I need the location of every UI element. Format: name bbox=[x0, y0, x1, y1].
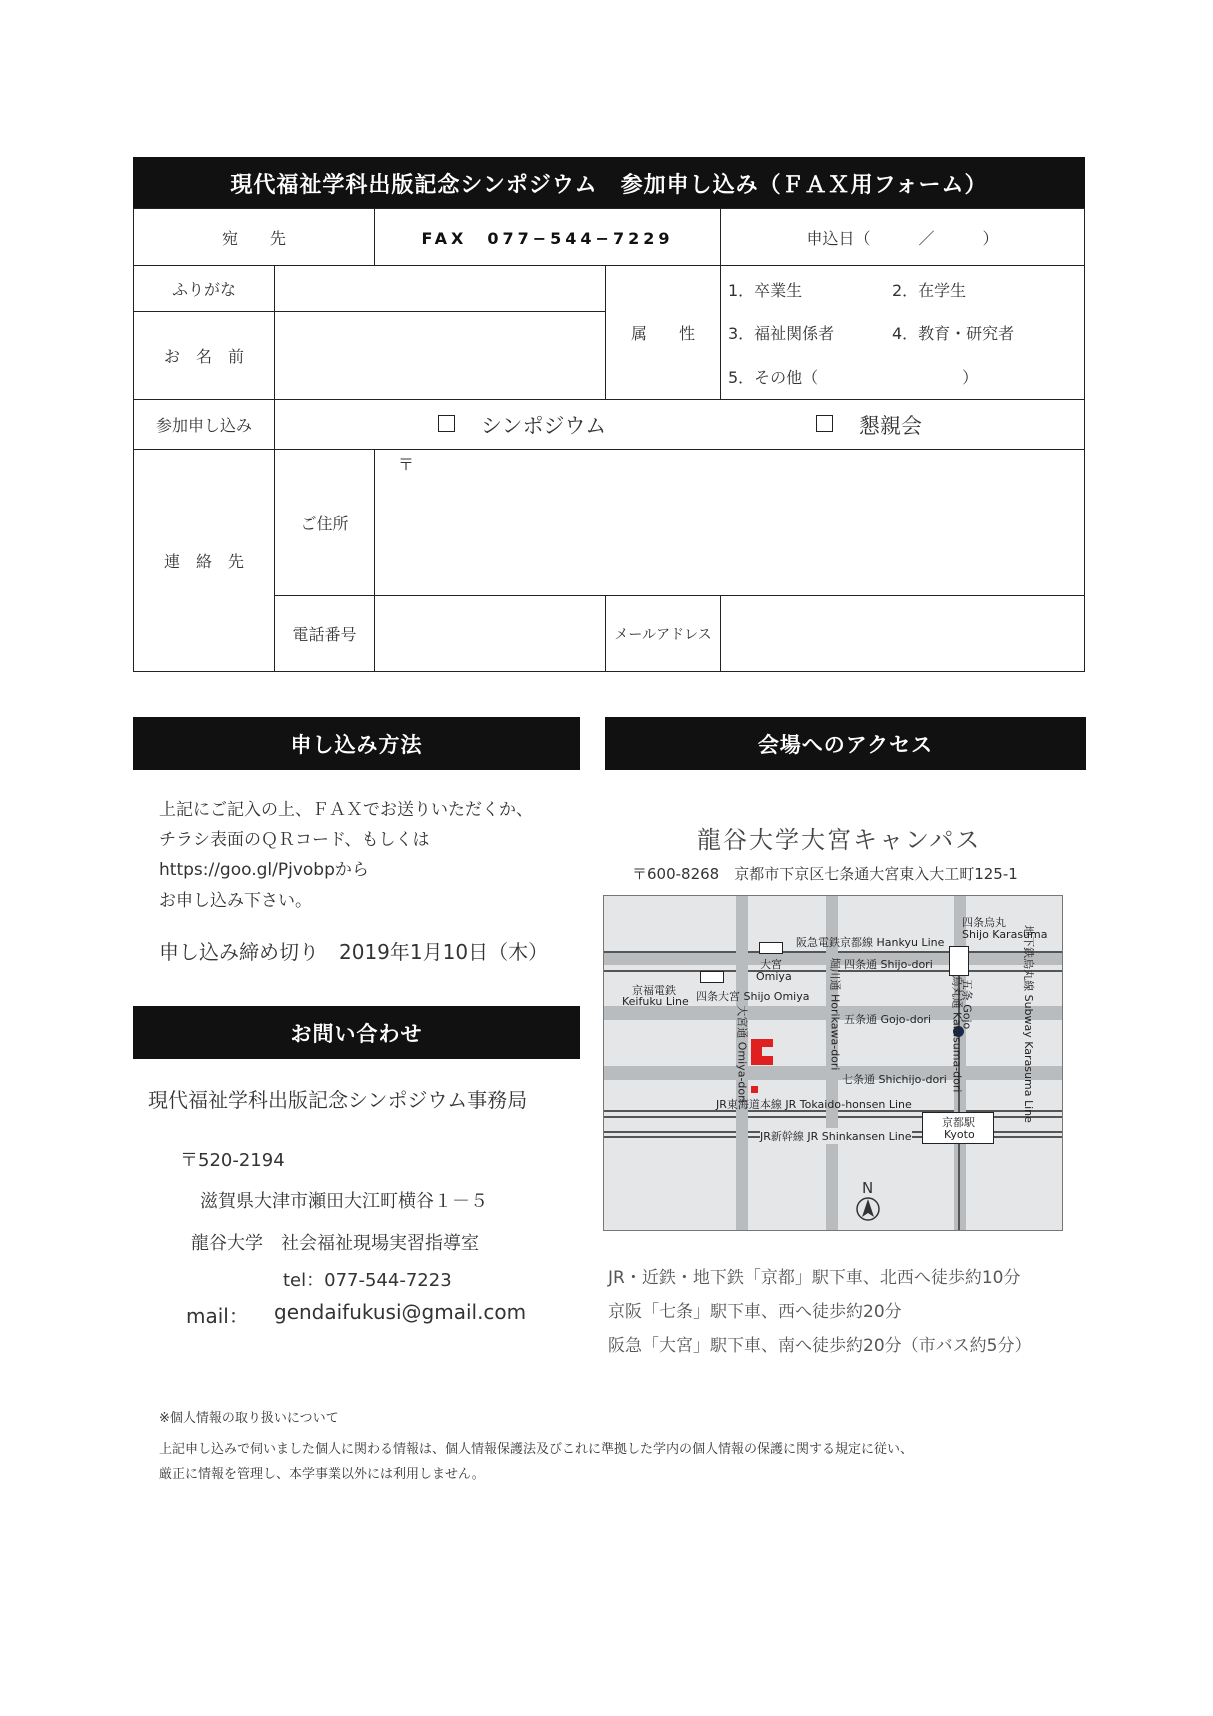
north-arrow-icon bbox=[856, 1196, 880, 1222]
privacy-title: ※個人情報の取り扱いについて bbox=[159, 1411, 339, 1426]
name-label: お 名 前 bbox=[133, 311, 275, 400]
map-omiya-dori: 大宮通 Omiya-dori bbox=[735, 1005, 749, 1103]
fax-number: FAX 077−544−7229 bbox=[374, 208, 721, 266]
attr-option-3[interactable]: 3．福祉関係者 bbox=[728, 324, 835, 343]
map-omiya-jp: 大宮 bbox=[760, 958, 782, 971]
map-subway-label: 地下鉄烏丸線 Subway Karasuma Line bbox=[1021, 925, 1035, 1123]
map-karasuma-dori: 烏丸通 Karasuma-dori bbox=[950, 975, 964, 1093]
reception-option-label: 懇親会 bbox=[859, 414, 922, 438]
email-label: メールアドレス bbox=[605, 595, 721, 672]
privacy-line-1: 上記申し込みで伺いました個人に関わる情報は、個人情報保護法及びこれに準拠した学内の個人情報の保護に関する規定に従い、 bbox=[159, 1442, 914, 1457]
map-omiya-en: Omiya bbox=[756, 970, 792, 983]
symposium-checkbox[interactable] bbox=[438, 415, 455, 432]
furigana-label: ふりがな bbox=[133, 265, 275, 312]
map-shijo-dori: 四条通 Shijo-dori bbox=[844, 958, 933, 971]
map-shinkansen-label: JR新幹線 JR Shinkansen Line bbox=[760, 1130, 912, 1143]
apply-line-4: お申し込み下さい。 bbox=[159, 891, 312, 911]
attribute-label: 属 性 bbox=[605, 265, 721, 400]
apply-deadline: 申し込み締め切り 2019年1月10日（木） bbox=[159, 940, 549, 964]
address-input[interactable] bbox=[374, 449, 1085, 596]
map-kyoto-jp: 京都駅 bbox=[942, 1116, 975, 1129]
map-shijo-karasuma-jp: 四条烏丸 bbox=[962, 916, 1006, 929]
direction-1: JR・近鉄・地下鉄「京都」駅下車、北西へ徒歩約10分 bbox=[608, 1268, 1021, 1288]
inquiry-mail[interactable]: gendaifukusi@gmail.com bbox=[274, 1300, 527, 1324]
map-shijo-omiya: 四条大宮 Shijo Omiya bbox=[696, 990, 810, 1003]
campus-marker-notch bbox=[762, 1047, 773, 1056]
symposium-option-label: シンポジウム bbox=[481, 414, 607, 438]
direction-2: 京阪「七条」駅下車、西へ徒歩約20分 bbox=[608, 1302, 902, 1322]
contact-label: 連 絡 先 bbox=[133, 449, 275, 672]
participation-row bbox=[274, 399, 1085, 450]
map-hankyu-label: 阪急電鉄京都線 Hankyu Line bbox=[796, 936, 945, 949]
access-map bbox=[603, 895, 1063, 1231]
attr-option-1[interactable]: 1．卒業生 bbox=[728, 281, 803, 300]
direction-3: 阪急「大宮」駅下車、南へ徒歩約20分（市バス約5分） bbox=[608, 1336, 1032, 1356]
reception-checkbox[interactable] bbox=[816, 415, 833, 432]
campus-marker-small bbox=[751, 1086, 758, 1093]
map-gojo-dori: 五条通 Gojo-dori bbox=[844, 1013, 932, 1026]
north-label: N bbox=[862, 1179, 874, 1197]
phone-input[interactable] bbox=[374, 595, 606, 672]
map-keifuku-en: Keifuku Line bbox=[622, 995, 689, 1008]
form-title: 現代福祉学科出版記念シンポジウム 参加申し込み（ＦＡＸ用フォーム） bbox=[133, 157, 1085, 209]
map-shichijo-dori: 七条通 Shichijo-dori bbox=[842, 1073, 947, 1086]
apply-heading: 申し込み方法 bbox=[133, 717, 580, 770]
apply-url[interactable]: https://goo.gl/Pjvobpから bbox=[159, 860, 369, 880]
attr-option-4[interactable]: 4．教育・研究者 bbox=[892, 324, 1015, 343]
participation-label: 参加申し込み bbox=[133, 399, 275, 450]
address-label: ご住所 bbox=[274, 449, 375, 596]
map-tokaido-label: JR東海道本線 JR Tokaido-honsen Line bbox=[716, 1098, 912, 1111]
furigana-input[interactable] bbox=[274, 265, 606, 312]
campus-address: 〒600-8268 京都市下京区七条通大宮東入大工町125-1 bbox=[632, 865, 1018, 883]
map-gojo-station-label: 五条 Gojo bbox=[960, 978, 974, 1030]
application-date-field[interactable]: 申込日（ ／ ） bbox=[720, 208, 1085, 266]
inquiry-address: 滋賀県大津市瀬田大江町横谷１－５ bbox=[200, 1191, 488, 1212]
inquiry-mail-label: mail： bbox=[186, 1304, 249, 1328]
map-kyoto-en: Kyoto bbox=[944, 1128, 975, 1141]
phone-label: 電話番号 bbox=[274, 595, 375, 672]
privacy-line-2: 厳正に情報を管理し、本学事業以外には利用しません。 bbox=[159, 1467, 485, 1482]
apply-line-2: チラシ表面のＱＲコード、もしくは bbox=[159, 830, 430, 850]
name-input[interactable] bbox=[274, 311, 606, 400]
attr-option-2[interactable]: 2．在学生 bbox=[892, 281, 967, 300]
station-omiya bbox=[759, 942, 783, 954]
map-shijo-karasuma-en: Shijo Karasuma bbox=[962, 928, 1048, 941]
map-keifuku-jp: 京福電鉄 bbox=[632, 984, 676, 997]
apply-line-1: 上記にご記入の上、ＦＡＸでお送りいただくか、 bbox=[159, 800, 533, 820]
inquiry-office: 現代福祉学科出版記念シンポジウム事務局 bbox=[148, 1088, 528, 1112]
postal-mark: 〒 bbox=[398, 455, 415, 474]
email-input[interactable] bbox=[720, 595, 1085, 672]
station-shijo-omiya bbox=[700, 971, 724, 983]
inquiry-heading: お問い合わせ bbox=[133, 1006, 580, 1059]
inquiry-tel: tel：077-544-7223 bbox=[283, 1270, 452, 1291]
to-label: 宛 先 bbox=[133, 208, 375, 266]
campus-name: 龍谷大学大宮キャンパス bbox=[697, 826, 982, 854]
attr-option-5[interactable]: 5．その他（ ） bbox=[728, 368, 979, 387]
access-heading: 会場へのアクセス bbox=[605, 717, 1086, 770]
station-shijo-karasuma bbox=[949, 946, 969, 976]
inquiry-postal: 〒520-2194 bbox=[180, 1150, 285, 1171]
inquiry-org: 龍谷大学 社会福祉現場実習指導室 bbox=[191, 1233, 479, 1254]
map-horikawa-dori: 堀川通 Horikawa-dori bbox=[828, 957, 842, 1071]
